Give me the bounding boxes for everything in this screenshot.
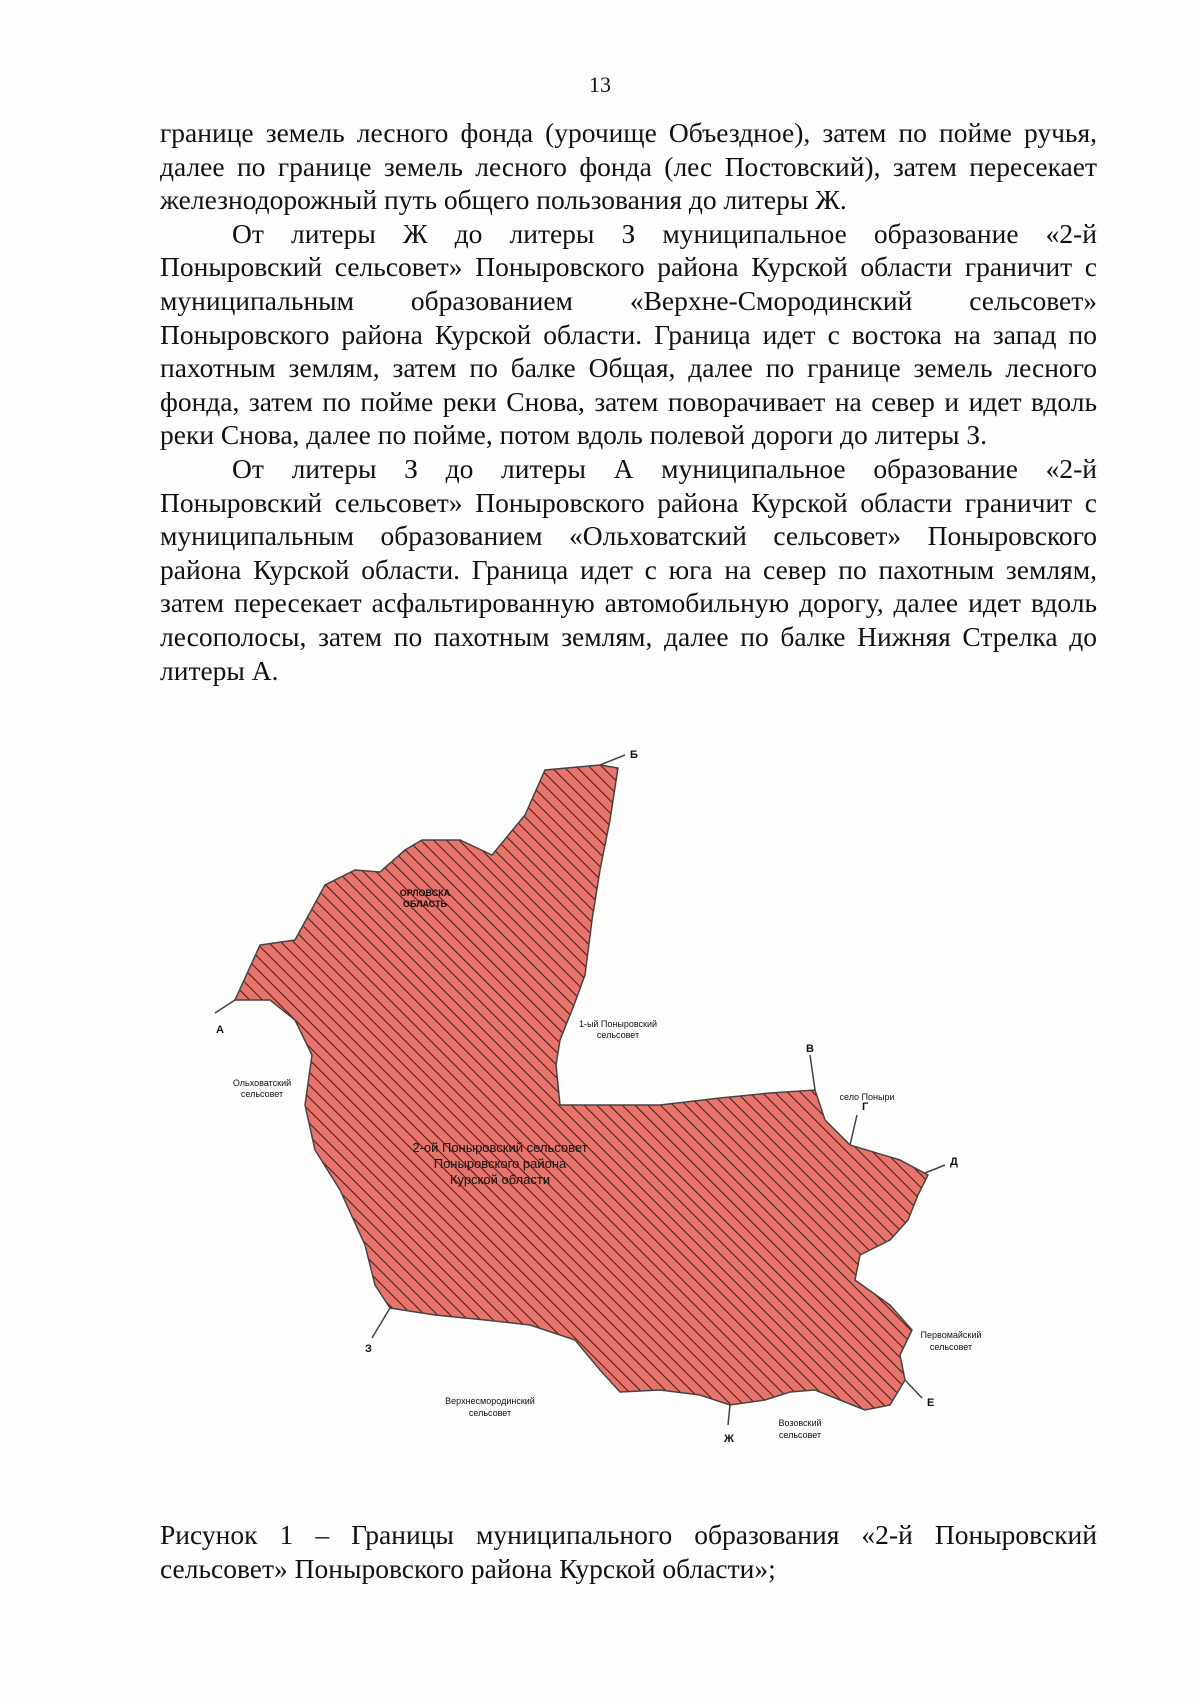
- tick-a: [215, 1000, 235, 1013]
- neighbor-pervomay-label: Первомайский: [920, 1330, 982, 1340]
- neighbor-ponyri1-label: сельсовет: [596, 1030, 640, 1040]
- tick-d: [925, 1165, 945, 1173]
- boundary-map: [200, 749, 1100, 1500]
- tick-b: [600, 755, 625, 765]
- letter-z: З: [365, 1343, 372, 1355]
- neighbor-orlov-label: ОРЛОВСКА: [399, 888, 451, 898]
- letter-g: Г: [862, 1101, 869, 1113]
- neighbor-vozov-label: сельсовет: [778, 1430, 822, 1440]
- neighbor-olkhovat-label: сельсовет: [240, 1089, 284, 1099]
- paragraph: границе земель лесного фонда (урочище Объездное), затем по пойме ручья, далее по границе земель лесного фонда (лес Постовский), затем пересекает железнодорожный путь общего пользования до литеры Ж.: [160, 117, 1097, 216]
- paragraph: От литеры З до литеры А муниципальное образование «2-й Поныровский сельсовет» Поныровского района Курской области граничит с муниципальным образованием «Ольховатский сельсовет» Поныровского района Курской области. Граница идет с юга на север по пахотным землям, затем пересекает асфальтированную автомобильную дорогу, далее идет вдоль лесополосы, затем по пахотным землям, далее по балке Нижняя Стрелка до литеры А.: [160, 452, 1097, 686]
- neighbor-selo-label: село Поныри: [839, 1092, 895, 1102]
- figure-caption: Рисунок 1 – Границы муниципального образования «2-й Поныровский сельсовет» Поныровского района Курской области»;: [160, 1519, 1097, 1584]
- tick-g: [850, 1115, 857, 1145]
- letter-a: А: [216, 1024, 224, 1036]
- letter-e: Е: [927, 1397, 935, 1409]
- neighbor-olkhovat-label: Ольховатский: [232, 1078, 292, 1088]
- neighbor-verkhne-label: сельсовет: [468, 1408, 512, 1418]
- letter-zh: Ж: [724, 1433, 734, 1445]
- region-label-line: 2-ой Поныровский сельсовет: [412, 1140, 588, 1155]
- letter-v: В: [806, 1043, 814, 1055]
- map-figure: [200, 749, 1100, 1500]
- neighbor-verkhne-label: Верхнесмородинский: [445, 1396, 535, 1406]
- municipality-area: [232, 765, 928, 1410]
- region-label-line: Поныровского района: [433, 1156, 567, 1171]
- letter-b: Б: [630, 749, 638, 761]
- body-text: [160, 116, 1097, 687]
- page-number: 13: [589, 72, 611, 97]
- neighbor-ponyri1-label: 1-ый Поныровский: [578, 1019, 658, 1029]
- region-label-line: Курской области: [449, 1172, 551, 1187]
- tick-v: [810, 1055, 815, 1090]
- letter-d: Д: [950, 1156, 958, 1168]
- neighbor-vozov-label: Возовский: [778, 1418, 822, 1428]
- neighbor-orlov-label: ОБЛАСТЬ: [402, 899, 448, 909]
- neighbor-pervomay-label: сельсовет: [929, 1342, 973, 1352]
- tick-z: [372, 1308, 390, 1338]
- tick-e: [905, 1380, 922, 1398]
- paragraph: От литеры Ж до литеры З муниципальное образование «2-й Поныровский сельсовет» Поныровского района Курской области граничит с муниципальным образованием «Верхне-Смородинский сельсовет» Поныровского района Курской области. Граница идет с востока на запад по пахотным землям, затем по балке Общая, далее по границе земель лесного фонда, затем по пойме реки Снова, затем поворачивает на север и идет вдоль реки Снова, далее по пойме, потом вдоль полевой дороги до литеры З.: [160, 217, 1097, 451]
- tick-zh: [728, 1405, 730, 1425]
